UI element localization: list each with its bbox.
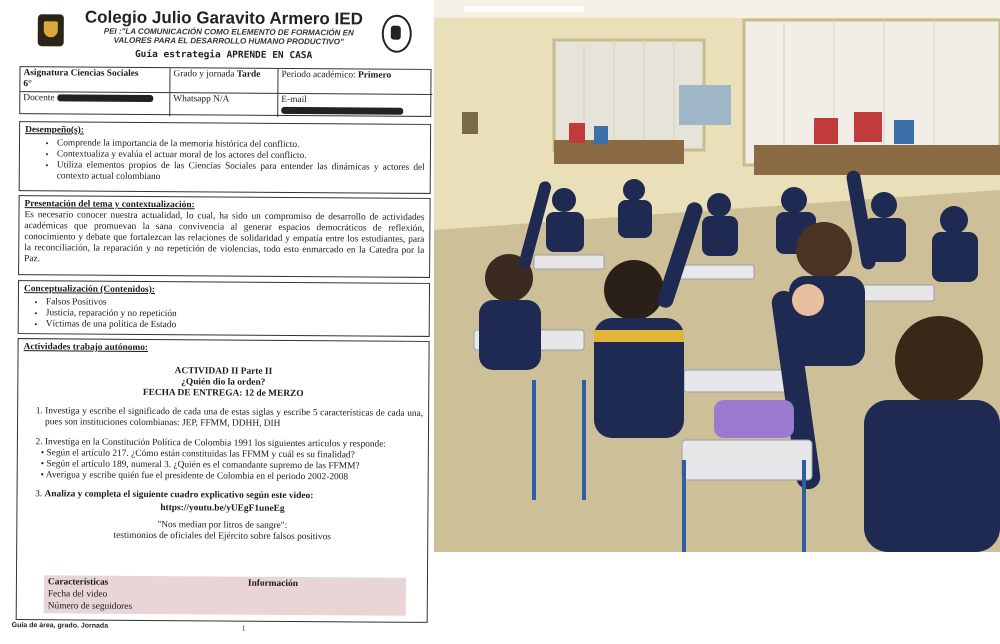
performance-item: • Comprende la importancia de la memoria histórica del conflicto. xyxy=(57,138,425,152)
period-cell xyxy=(278,69,432,94)
task-subitems xyxy=(27,448,423,484)
school-crest-icon xyxy=(38,14,64,46)
concepts-title: Conceptualización (Contenidos): xyxy=(23,284,156,296)
concept-item: • Justicia, reparación y no repetición xyxy=(46,308,424,322)
concepts-list xyxy=(24,297,424,333)
email-cell xyxy=(278,93,432,118)
teacher-label: Docente xyxy=(23,93,55,104)
classroom-photo xyxy=(434,0,1000,552)
redacted-name xyxy=(57,95,153,103)
table-col-characteristics: Características xyxy=(47,577,109,588)
presentation-section xyxy=(18,195,431,278)
grade-shift-cell xyxy=(170,68,278,93)
period-value: Primero xyxy=(357,70,392,81)
institution-seal-icon xyxy=(382,15,412,53)
task-item xyxy=(45,489,423,503)
task-text: Investiga y escribe el significado de cada una de estas siglas y escribe 5 características de cada una, pues son instituciones colombianas: JEP, FFMM, DDHH, DIH xyxy=(45,406,424,429)
video-subtitle: testimonios de oficiales del Ejército sobre falsos positivos xyxy=(113,530,331,543)
footer-label: Guía de área, grado. Jornada xyxy=(11,622,109,630)
concepts-section xyxy=(18,280,430,337)
email-label: E-mail xyxy=(281,94,307,106)
worksheet-document xyxy=(6,0,434,643)
table-col-information: Información xyxy=(247,578,298,590)
subject-label: Asignatura xyxy=(23,68,69,79)
task-text: Investiga en la Constitución Política de Colombia 1991 los siguientes artículos y responde: xyxy=(44,437,387,450)
task-item xyxy=(45,406,423,431)
period-label: Periodo académico: xyxy=(281,69,356,81)
whatsapp-cell xyxy=(170,92,278,117)
performance-item: • Contextualiza y evalúa el actuar moral de los actores del conflicto. xyxy=(57,149,425,163)
school-name: Colegio Julio Garavito Armero IED xyxy=(84,7,363,29)
task-subitem: • Según el artículo 217. ¿Cómo están constituidas las FFMM y cuál es su finalidad? xyxy=(41,448,423,462)
classroom-illustration xyxy=(434,0,1000,552)
school-motto: PEI :"LA COMUNICACIÓN COMO ELEMENTO DE FORMACIÓN EN VALORES PARA EL DESARROLLO HUMANO PRODUCTIVO" xyxy=(103,26,354,47)
activities-title: Actividades trabajo autónomo: xyxy=(23,342,149,353)
table-row-label: Fecha del video xyxy=(47,589,108,600)
grade-shift-label: Grado y jornada xyxy=(173,69,235,80)
concept-item: • Falsos Positivos xyxy=(46,297,424,311)
video-link[interactable]: https://youtu.be/yUEgF1uneEg xyxy=(160,503,285,514)
task-subitem: • Según el artículo 189, numeral 3. ¿Quién es el comandante supremo de las FFMM? xyxy=(41,459,423,473)
video-title: "Nos median por litros de sangre": xyxy=(157,520,288,531)
info-table xyxy=(19,66,431,117)
due-date: FECHA DE ENTREGA: 12 de MERZO xyxy=(142,387,304,400)
task-text: Analiza y completa el siguiente cuadro explicativo según este video: xyxy=(44,489,314,502)
presentation-title: Presentación del tema y contextualización: xyxy=(24,199,195,211)
subject-value: Ciencias Sociales xyxy=(70,68,139,79)
task-list xyxy=(23,406,424,503)
performance-item: • Utiliza elementos propios de las Ciencias Sociales para entender las dinámicas y actores del contexto actual colombiano xyxy=(57,160,425,185)
subject-cell xyxy=(20,67,170,92)
activity-question: ¿Quién dio la orden? xyxy=(181,377,266,388)
video-analysis-table xyxy=(44,575,406,616)
redacted-email xyxy=(281,107,403,115)
shift-value: Tarde xyxy=(236,69,261,80)
task-item xyxy=(45,437,423,484)
teacher-cell xyxy=(20,91,170,116)
worksheet-header xyxy=(10,0,434,71)
table-row-label: Número de seguidores xyxy=(47,601,133,612)
whatsapp-label: Whatsapp N/A xyxy=(173,94,230,105)
performance-list xyxy=(25,138,425,185)
task-subitem: • Averigua y escribe quién fue el presidente de Colombia en el periodo 2002-2008 xyxy=(41,470,423,484)
page-number: 1 xyxy=(241,623,246,633)
presentation-text: Es necesario conocer nuestra actualidad, lo cual, ha sido un compromiso de desarrollo de actividades académicas que promuevan la sana convivencia al generar espacios democráticos de reflexión, conocimiento y debate que fortalezcan las relaciones de solidaridad y empatía entre los estudiantes, para la reconciliación, la reparación y no repetición de violencias, todo esto enmarcado en la Catedra por la Paz. xyxy=(24,210,425,265)
activity-title: ACTIVIDAD II Parte II xyxy=(174,366,273,377)
grade-value: 6° xyxy=(23,79,32,90)
performance-section xyxy=(19,121,431,194)
performance-title: Desempeño(s): xyxy=(25,125,84,136)
concept-item: • Víctimas de una política de Estado xyxy=(46,319,424,333)
guide-title: Guía estrategia APRENDE EN CASA xyxy=(134,48,313,62)
